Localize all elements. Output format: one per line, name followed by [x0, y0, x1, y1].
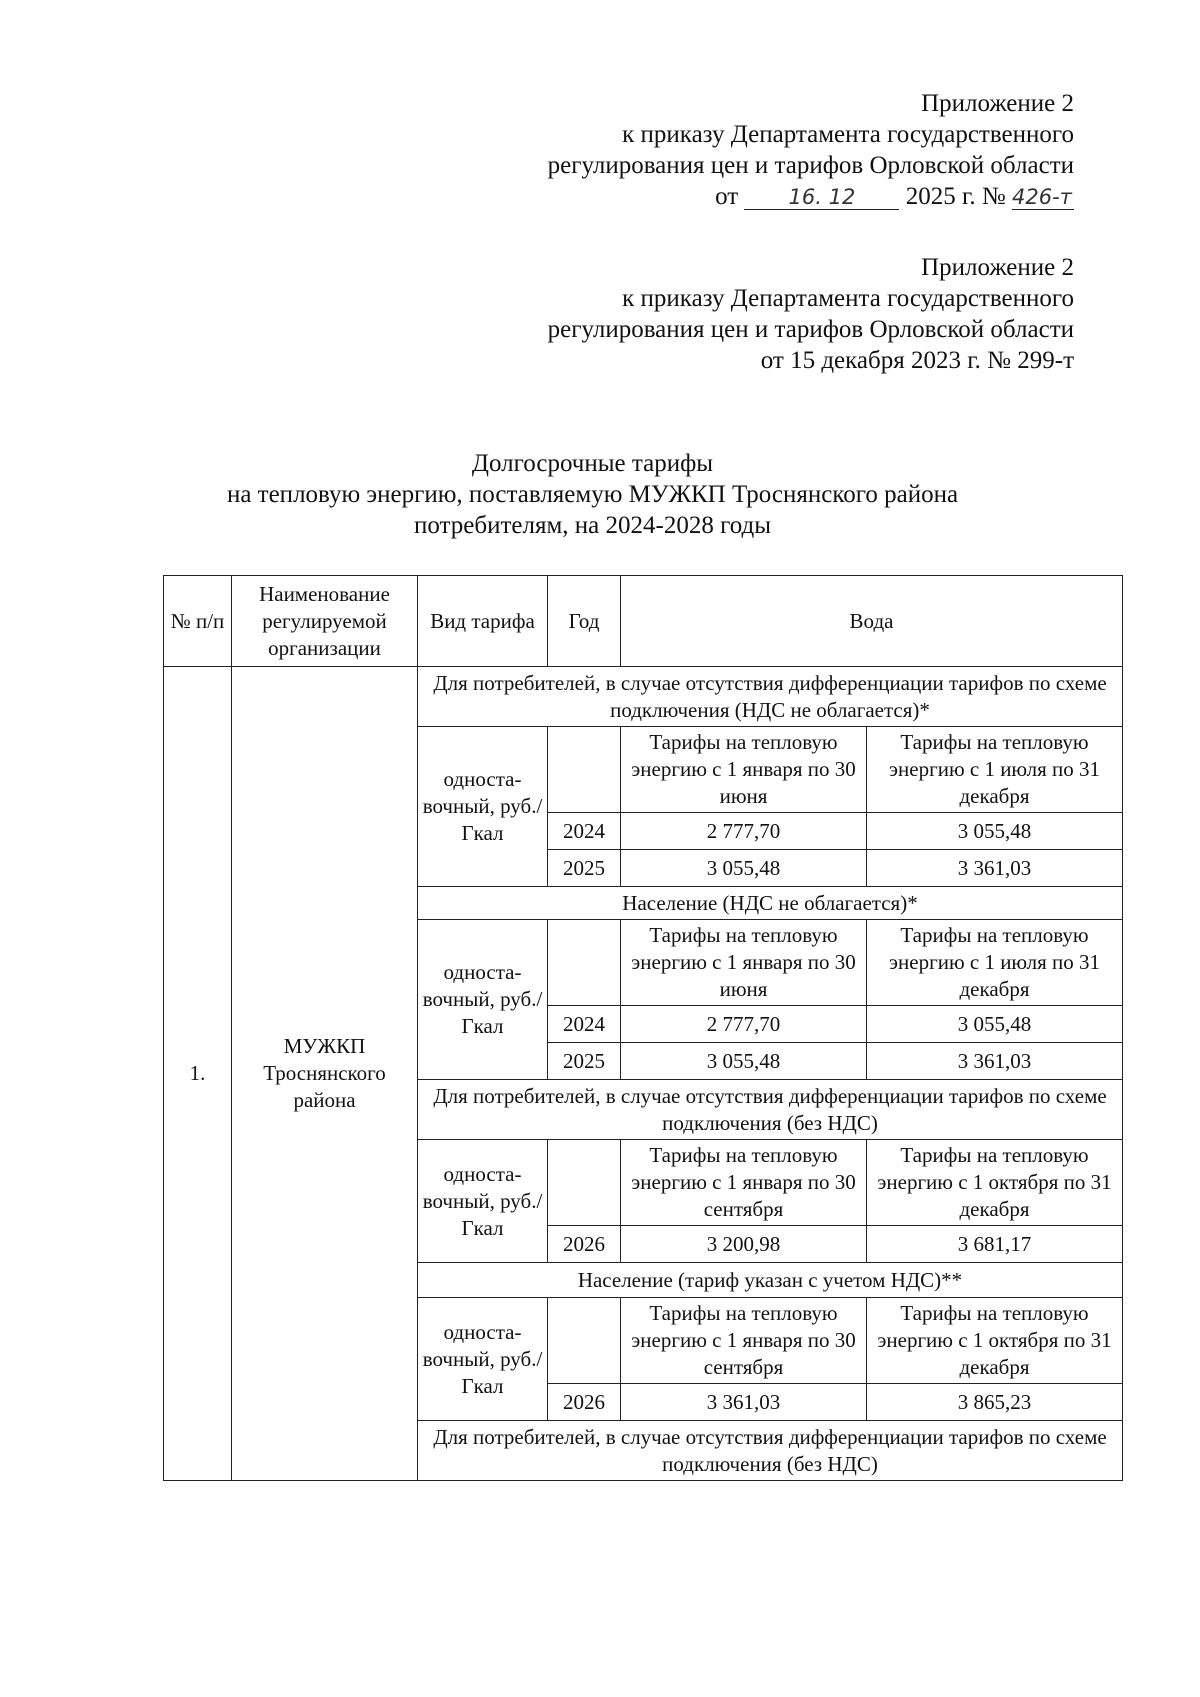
- tariff-type: односта-вочный, руб./Гкал: [418, 1298, 548, 1421]
- header-tariff-type: Вид тарифа: [418, 576, 548, 667]
- tariff-value-period-2: 3 361,03: [867, 1043, 1123, 1080]
- appendix-header-current: [548, 88, 1074, 212]
- tariff-value-period-1: 3 055,48: [621, 1043, 867, 1080]
- title-line-1: Долгосрочные тарифы: [471, 450, 714, 477]
- period-1-header: Тарифы на тепловую энергию с 1 января по 30 сентября: [621, 1140, 867, 1226]
- appendix-department-line: регулирования цен и тарифов Орловской области: [547, 316, 1074, 343]
- organization-name: МУЖКП Троснянского района: [232, 667, 418, 1481]
- year-cell: 2025: [548, 850, 621, 887]
- section-caption: Для потребителей, в случае отсутствия дифференциации тарифов по схеме подключения (НДС не облагается)*: [418, 667, 1123, 727]
- handwritten-date: 16. 12: [744, 185, 899, 210]
- header-year: Год: [548, 576, 621, 667]
- header-organization: Наименование регулируемой организации: [232, 576, 418, 667]
- period-2-header: Тарифы на тепловую энергию с 1 октября по 31 декабря: [867, 1140, 1123, 1226]
- appendix-department-line: регулирования цен и тарифов Орловской области: [547, 152, 1074, 179]
- appendix-title: Приложение 2: [921, 254, 1074, 281]
- tariff-value-period-1: 3 055,48: [621, 850, 867, 887]
- year-cell: 2026: [548, 1226, 621, 1263]
- empty-year-cell: [548, 1298, 621, 1384]
- tariff-value-period-2: 3 055,48: [867, 813, 1123, 850]
- handwritten-order-number: 426-т: [1012, 185, 1074, 210]
- appendix-date-line: [548, 181, 1074, 212]
- tariff-type: односта-вочный, руб./Гкал: [418, 1140, 548, 1263]
- year-cell: 2026: [548, 1384, 621, 1421]
- appendix-title: Приложение 2: [921, 90, 1074, 117]
- period-2-header: Тарифы на тепловую энергию с 1 июля по 31 декабря: [867, 727, 1123, 813]
- year-cell: 2025: [548, 1043, 621, 1080]
- year-cell: 2024: [548, 1006, 621, 1043]
- table-header-row: [164, 576, 1123, 667]
- title-line-3: потребителям, на 2024-2028 годы: [413, 512, 772, 539]
- empty-year-cell: [548, 727, 621, 813]
- period-2-header: Тарифы на тепловую энергию с 1 июля по 31 декабря: [867, 920, 1123, 1006]
- period-2-header: Тарифы на тепловую энергию с 1 октября по 31 декабря: [867, 1298, 1123, 1384]
- tariff-table: [163, 575, 1123, 1481]
- tariff-value-period-1: 3 361,03: [621, 1384, 867, 1421]
- title-line-2: на тепловую энергию, поставляемую МУЖКП Троснянского района: [226, 481, 959, 508]
- period-1-header: Тарифы на тепловую энергию с 1 января по 30 июня: [621, 727, 867, 813]
- date-prefix: от: [715, 183, 739, 210]
- tariff-type: односта-вочный, руб./Гкал: [418, 727, 548, 887]
- section-caption: Население (НДС не облагается)*: [418, 887, 1123, 920]
- header-number: № п/п: [164, 576, 232, 667]
- tariff-value-period-1: 2 777,70: [621, 813, 867, 850]
- tariff-value-period-1: 3 200,98: [621, 1226, 867, 1263]
- empty-year-cell: [548, 1140, 621, 1226]
- period-1-header: Тарифы на тепловую энергию с 1 января по 30 июня: [621, 920, 867, 1006]
- empty-year-cell: [548, 920, 621, 1006]
- section-caption-row: [164, 667, 1123, 727]
- section-caption: Для потребителей, в случае отсутствия дифференциации тарифов по схеме подключения (без НДС): [418, 1421, 1123, 1481]
- tariff-value-period-2: 3 361,03: [867, 850, 1123, 887]
- appendix-date-line: от 15 декабря 2023 г. № 299-т: [760, 347, 1074, 374]
- appendix-header-original: [548, 252, 1074, 376]
- year-number-label: 2025 г. №: [905, 183, 1006, 210]
- document-title: [150, 448, 1035, 541]
- tariff-value-period-2: 3 865,23: [867, 1384, 1123, 1421]
- tariff-type: односта-вочный, руб./Гкал: [418, 920, 548, 1080]
- tariff-value-period-1: 2 777,70: [621, 1006, 867, 1043]
- appendix-order-line: к приказу Департамента государственного: [622, 285, 1074, 312]
- year-cell: 2024: [548, 813, 621, 850]
- period-1-header: Тарифы на тепловую энергию с 1 января по 30 сентября: [621, 1298, 867, 1384]
- section-caption: Население (тариф указан с учетом НДС)**: [418, 1263, 1123, 1298]
- tariff-value-period-2: 3 681,17: [867, 1226, 1123, 1263]
- tariff-value-period-2: 3 055,48: [867, 1006, 1123, 1043]
- header-water: Вода: [621, 576, 1123, 667]
- section-caption: Для потребителей, в случае отсутствия дифференциации тарифов по схеме подключения (без НДС): [418, 1080, 1123, 1140]
- appendix-order-line: к приказу Департамента государственного: [622, 121, 1074, 148]
- row-number: 1.: [164, 667, 232, 1481]
